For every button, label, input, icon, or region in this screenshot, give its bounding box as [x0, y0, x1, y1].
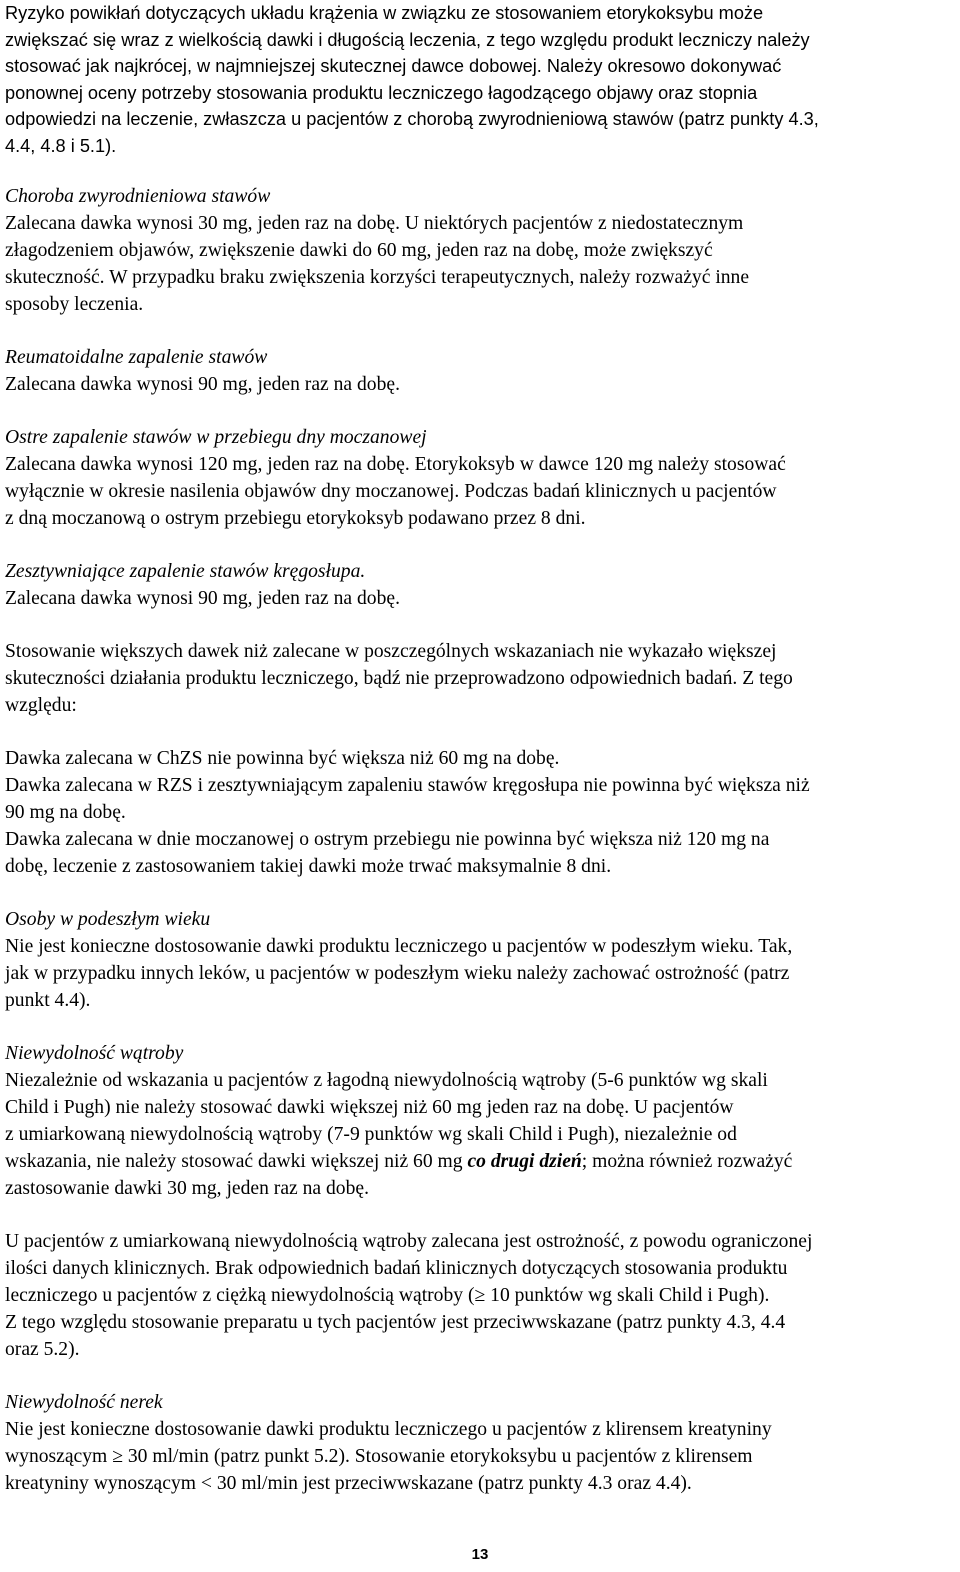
intro-line: zwiększać się wraz z wielkością dawki i długością leczenia, z tego względu produkt leczniczy należy: [5, 29, 810, 50]
section-line: zastosowanie dawki 30 mg, jeden raz na dobę.: [5, 1177, 369, 1199]
section-rheumatoid-arthritis: [5, 344, 957, 398]
intro-line: stosować jak najkrócej, w najmniejszej skutecznej dawce dobowej. Należy okresowo dokonywać: [5, 56, 782, 77]
paragraph-line: Z tego względu stosowanie preparatu u tych pacjentów jest przeciwwskazane (patrz punkty 4.3, 4.4: [5, 1311, 786, 1333]
section-renal-insufficiency: [5, 1389, 957, 1497]
section-line: sposoby leczenia.: [5, 293, 144, 315]
section-line: z dną moczanową o ostrym przebiegu etorykoksyb podawano przez 8 dni.: [5, 507, 586, 529]
paragraph-line: 90 mg na dobę.: [5, 801, 126, 823]
emphasized-text: co drugi dzień: [467, 1150, 582, 1172]
section-line: skuteczność. W przypadku braku zwiększenia korzyści terapeutycznych, należy rozważyć inne: [5, 266, 750, 288]
intro-line: ponownej oceny potrzeby stosowania produktu leczniczego łagodzącego objawy oraz stopnia: [5, 82, 758, 103]
intro-line: 4.4, 4.8 i 5.1).: [5, 135, 117, 156]
section-line: Zalecana dawka wynosi 30 mg, jeden raz na dobę. U niektórych pacjentów z niedostatecznym: [5, 212, 744, 234]
intro-line: odpowiedzi na leczenie, zwłaszcza u pacjentów z chorobą zwyrodnieniową stawów (patrz punkty 4.3,: [5, 109, 819, 130]
paragraph-line: Stosowanie większych dawek niż zalecane w poszczególnych wskazaniach nie wykazało większej: [5, 640, 777, 662]
paragraph-line: Dawka zalecana w dnie moczanowej o ostrym przebiegu nie powinna być większa niż 120 mg na: [5, 828, 770, 850]
paragraph-line: dobę, leczenie z zastosowaniem takiej dawki może trwać maksymalnie 8 dni.: [5, 855, 612, 877]
section-line: wynoszącym ≥ 30 ml/min (patrz punkt 5.2). Stosowanie etorykoksybu u pacjentów z klirensem: [5, 1445, 753, 1467]
section-heading: Ostre zapalenie stawów w przebiegu dny moczanowej: [5, 426, 427, 448]
section-elderly: [5, 906, 957, 1014]
document-page: [5, 0, 957, 1497]
paragraph-hepatic-caution: [5, 1228, 957, 1363]
section-ankylosing-spondylitis: [5, 558, 957, 612]
section-line: jak w przypadku innych leków, u pacjentów w podeszłym wieku należy zachować ostrożność (patrz: [5, 962, 790, 984]
line-text: wskazania, nie należy stosować dawki większej niż 60 mg: [5, 1150, 468, 1172]
section-line: kreatyniny wynoszącym < 30 ml/min jest przeciwwskazane (patrz punkty 4.3 oraz 4.4).: [5, 1472, 692, 1494]
line-text: ; można również rozważyć: [581, 1150, 793, 1172]
section-heading: Osoby w podeszłym wieku: [5, 908, 211, 930]
section-line: Child i Pugh) nie należy stosować dawki większej niż 60 mg jeden raz na dobę. U pacjentów: [5, 1096, 734, 1118]
section-line: Zalecana dawka wynosi 90 mg, jeden raz na dobę.: [5, 373, 400, 395]
paragraph-line: Dawka zalecana w RZS i zesztywniającym zapaleniu stawów kręgosłupa nie powinna być większa niż: [5, 774, 810, 796]
section-line: [5, 1148, 957, 1175]
section-gout: [5, 424, 957, 532]
paragraph-line: U pacjentów z umiarkowaną niewydolnością wątroby zalecana jest ostrożność, z powodu ograniczonej: [5, 1230, 813, 1252]
section-line: z umiarkowaną niewydolnością wątroby (7-9 punktów wg skali Child i Pugh), niezależnie od: [5, 1123, 737, 1145]
paragraph-higher-doses: [5, 638, 957, 719]
intro-line: Ryzyko powikłań dotyczących układu krążenia w związku ze stosowaniem etorykoksybu może: [5, 3, 764, 23]
section-heading: Choroba zwyrodnieniowa stawów: [5, 185, 271, 207]
section-heading: Niewydolność nerek: [5, 1391, 163, 1413]
intro-paragraph: [5, 0, 957, 160]
section-heading: Zesztywniające zapalenie stawów kręgosłupa.: [5, 560, 366, 582]
section-line: złagodzeniem objawów, zwiększenie dawki do 60 mg, jeden raz na dobę, może zwiększyć: [5, 239, 713, 261]
paragraph-line: Dawka zalecana w ChZS nie powinna być większa niż 60 mg na dobę.: [5, 747, 560, 769]
section-line: wyłącznie w okresie nasilenia objawów dny moczanowej. Podczas badań klinicznych u pacjentów: [5, 480, 777, 502]
page-number: 13: [471, 1546, 489, 1563]
section-osteoarthritis: [5, 183, 957, 318]
section-line: Nie jest konieczne dostosowanie dawki produktu leczniczego u pacjentów z klirensem kreatyniny: [5, 1418, 772, 1440]
paragraph-line: względu:: [5, 694, 77, 716]
section-hepatic-insufficiency: [5, 1040, 957, 1202]
paragraph-max-doses: [5, 745, 957, 880]
section-line: Niezależnie od wskazania u pacjentów z łagodną niewydolnością wątroby (5-6 punktów wg skali: [5, 1069, 768, 1091]
section-heading: Niewydolność wątroby: [5, 1042, 184, 1064]
section-heading: Reumatoidalne zapalenie stawów: [5, 346, 268, 368]
paragraph-line: skuteczności działania produktu leczniczego, bądź nie przeprowadzono odpowiednich badań. Z tego: [5, 667, 793, 689]
paragraph-line: leczniczego u pacjentów z ciężką niewydolnością wątroby (≥ 10 punktów wg skali Child i Pugh).: [5, 1284, 770, 1306]
section-line: Nie jest konieczne dostosowanie dawki produktu leczniczego u pacjentów w podeszłym wieku. Tak,: [5, 935, 793, 957]
paragraph-line: oraz 5.2).: [5, 1338, 80, 1360]
section-line: Zalecana dawka wynosi 90 mg, jeden raz na dobę.: [5, 587, 400, 609]
section-line: punkt 4.4).: [5, 989, 91, 1011]
paragraph-line: ilości danych klinicznych. Brak odpowiednich badań klinicznych dotyczących stosowania produktu: [5, 1257, 788, 1279]
section-line: Zalecana dawka wynosi 120 mg, jeden raz na dobę. Etorykoksyb w dawce 120 mg należy stosować: [5, 453, 786, 475]
